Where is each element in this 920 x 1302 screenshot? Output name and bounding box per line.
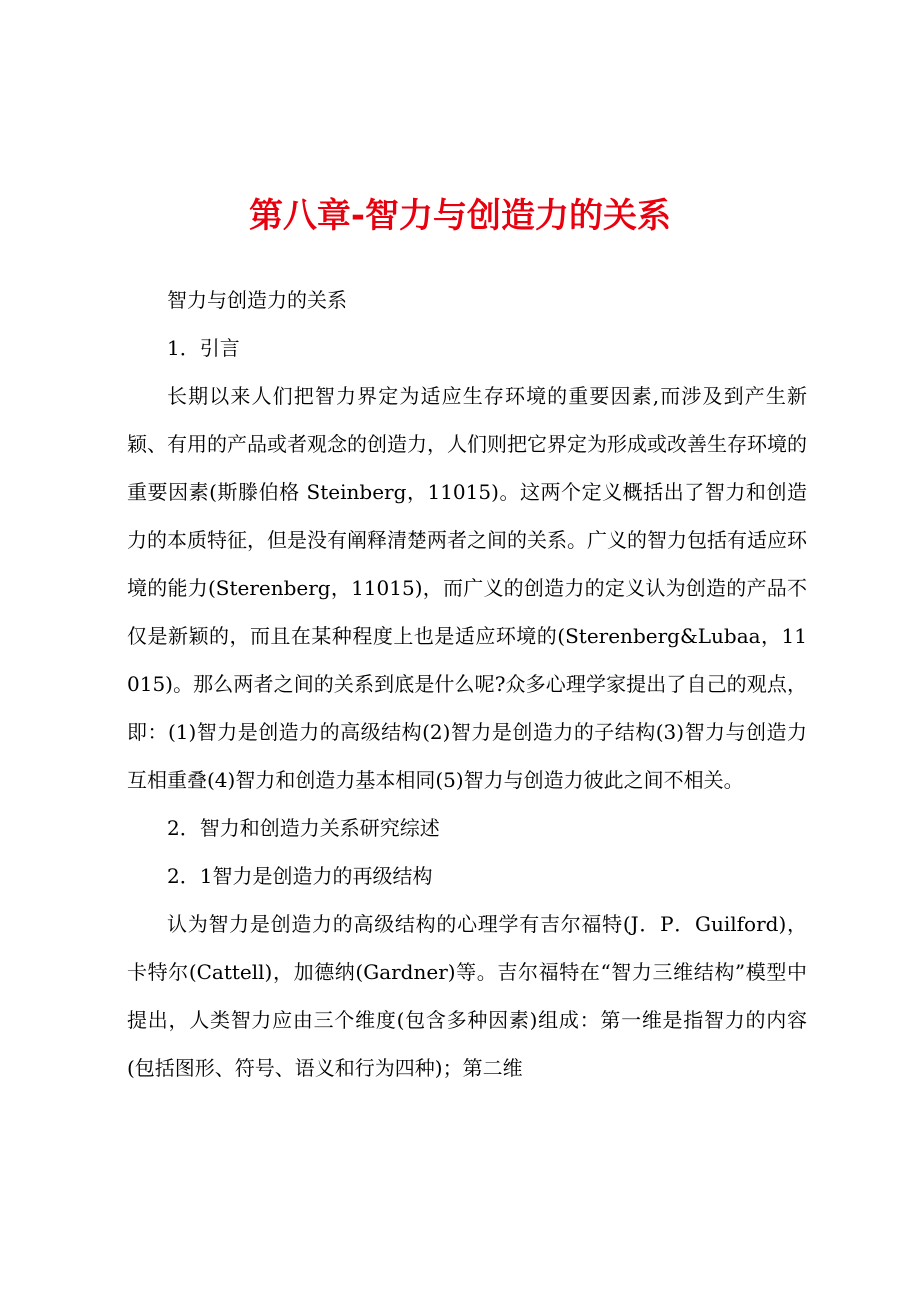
body-paragraph: 长期以来人们把智力界定为适应生存环境的重要因素,而涉及到产生新颖、有用的产品或者观念的创造力，人们则把它界定为形成或改善生存环境的重要因素(斯滕伯格 Steinberg，11015)。这两个定义概括出了智力和创造力的本质特征，但是没有阐释清楚两者之间的关系。广义的智力包括有适应环境的能力(Sterenberg，11015)，而广义的创造力的定义认为创造的产品不仅是新颖的，而且在某种程度上也是适应环境的(Sterenberg&Lubaa，11015)。那么两者之间的关系到底是什么呢?众多心理学家提出了自己的观点，即：(1)智力是创造力的高级结构(2)智力是创造力的子结构(3)智力与创造力互相重叠(4)智力和创造力基本相同(5)智力与创造力彼此之间不相关。 — [127, 384, 807, 792]
subsection-heading: 2．智力和创造力关系研究综述 — [167, 816, 440, 840]
document-body — [127, 276, 807, 1092]
section-heading: 智力与创造力的关系 — [167, 288, 347, 312]
subsection-heading: 1．引言 — [167, 336, 240, 360]
subsection-heading: 2．1智力是创造力的再级结构 — [167, 864, 433, 888]
body-paragraph: 认为智力是创造力的高级结构的心理学有吉尔福特(J．P．Guilford)，卡特尔(Cattell)，加德纳(Gardner)等。吉尔福特在“智力三维结构”模型中提出，人类智力应由三个维度(包含多种因素)组成：第一维是指智力的内容(包括图形、符号、语义和行为四种)；第二维 — [127, 912, 807, 1080]
document-title: 第八章-智力与创造力的关系 — [248, 196, 672, 236]
